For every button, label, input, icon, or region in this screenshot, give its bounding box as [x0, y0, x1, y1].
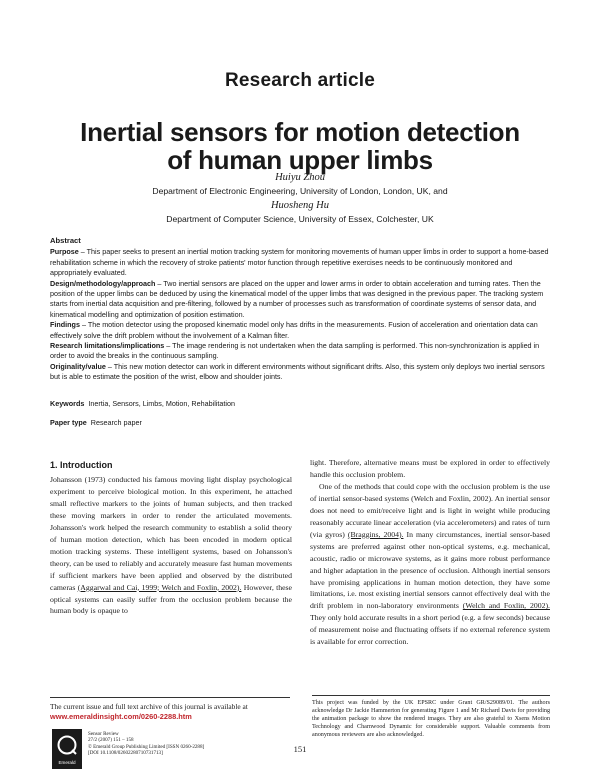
intro-paragraph-1-continued: light. Therefore, alternative means must be explored in order to effectively handle this occlusion problem.: [310, 458, 550, 479]
author-affiliation: Department of Electronic Engineering, University of London, London, UK, and: [152, 186, 448, 196]
paper-title: [40, 118, 560, 174]
page-number: 151: [293, 744, 307, 754]
emerald-logo-label: Emerald: [58, 760, 76, 765]
abstract: [50, 236, 550, 383]
keywords: Keywords Inertia, Sensors, Limbs, Motion, Rehabilitation: [50, 399, 235, 408]
abstract-findings: Findings – The motion detector using the proposed kinematic model only has drifts in the measurements. Fusion of acceleration and orientation data can effectively solve the drift problem without the involvement of a Kalman filter.: [50, 320, 538, 340]
intro-paragraph-1: Johansson (1973) conducted his famous moving light display psychological experiment to perceive biological motion. In this experiment, he attached small reflective markers to the joints of human subjects, and then tracked these moving markers in order to render the articulated movements. Johansson's work helped the research community to establish a solid theory of human motion detection, which has been encoded in modern optical motion tracking systems. These intelligent systems, based on Johansson's theory, can be used to reliably and accurately measure fast human movements if sufficient markers have been applied and observed by the distributed cameras (Aggarwal and Cai, 1999; Welch and Foxlin, 2002). However, these optical systems can easily suffer from the occlusion problem because the human body is opaque to: [50, 475, 292, 616]
abstract-originality: Originality/value – This new motion detector can work in different environments without significant drifts. Also, this system only deploys two inertial sensors but is able to estimate the position of the wrist, elbow and shoulder joints.: [50, 361, 545, 382]
intro-right-column: [310, 457, 550, 648]
abstract-limitations: Research limitations/implications – The image rendering is not undertaken when the data sampling is performed. This non-synchronization is applied in order to avoid the breaks in the continuous sampling.: [50, 341, 540, 361]
author-affiliation: Department of Computer Science, University of Essex, Colchester, UK: [166, 214, 434, 224]
citation-link[interactable]: (Braggins, 2004).: [347, 529, 404, 539]
journal-url-link[interactable]: www.emeraldinsight.com/0260-2288.htm: [50, 712, 192, 721]
footnote-divider: [312, 695, 550, 696]
footnote-divider: [50, 697, 290, 698]
journal-info: Sensor Review 27/2 (2007) 151 – 158 © Emerald Group Publishing Limited [ISSN 0260-2288] [DOI 10.1108/02602280710731713]: [88, 731, 205, 757]
archive-notice: The current issue and full text archive of this journal is available at www.emeraldinsight.com/0260-2288.htm: [50, 702, 290, 722]
paper-type: Paper type Research paper: [50, 418, 142, 427]
abstract-heading: Abstract: [50, 236, 81, 245]
intro-left-column: [50, 474, 292, 617]
section-heading: 1. Introduction: [50, 460, 113, 470]
citation-link[interactable]: (Aggarwal and Cai, 1999; Welch and Foxlin, 2002).: [77, 582, 242, 592]
funding-note: This project was funded by the UK EPSRC under Grant GR/S29089/01. The authors acknowledge Dr Jackie Hammerton for generating Figure 1 and Mr Richard Davis for providing the animation package to show the rendered images. They are also grateful to Xsens Motion Technology and Charnwood Dynamic for considerable support. Valuable comments from anonymous reviewers are also acknowledged.: [312, 700, 550, 738]
abstract-design: Design/methodology/approach – Two inertial sensors are placed on the upper and lower arms in order to obtain acceleration and turning rates. Then the position of the upper limbs can be deduced by using the kinematical model of the upper limbs that was designed in the previous paper. The tracking system starts from inertial data acquisition and pre-filtering, followed by a number of processes such as transformation of coordinate systems of sensor data, and kinematical modelling and optimization of position estimation.: [50, 278, 544, 319]
section-label: Research article: [224, 70, 375, 91]
title-line-2: of human upper limbs: [167, 145, 433, 175]
author-name: Huosheng Hu: [270, 200, 330, 211]
citation-link[interactable]: (Welch and Foxlin, 2002).: [462, 601, 550, 611]
intro-paragraph-2: One of the methods that could cope with the occlusion problem is the use of inertial sensor-based systems (Welch and Foxlin, 2002). An inertial sensor does not need to emit/receive light and is light in weight while producing reasonably accurate linear acceleration (via accelerometers) and rates of turn (via gyros) (Braggins, 2004). In many circumstances, inertial sensor-based systems are preferred against other non-optical systems, e.g. mechanical, acoustic, radio or microwave systems, as it gains more robust performance and higher adaptation in the presence of occlusion. Although inertial sensors have promising applications in human motion detection, they have some limitations, i.e. most existing inertial sensors cannot effectively deal with the drift problem in non-laboratory environments (Welch and Foxlin, 2002). They only hold accurate results in a short period (e.g. a few seconds) because of measurement noise and fluctuating offsets if no external reference system is available for error correction.: [310, 481, 550, 647]
abstract-purpose: Purpose – This paper seeks to present an inertial motion tracking system for monitoring movements of human upper limbs in order to support a home-based rehabilitation scheme in which the recovery of stroke patients' motor function through repetitive exercises needs to be continuously monitored and appropriately evaluated.: [50, 247, 549, 278]
title-line-1: Inertial sensors for motion detection: [80, 117, 520, 147]
author-name: Huiyu Zhou: [275, 172, 325, 183]
